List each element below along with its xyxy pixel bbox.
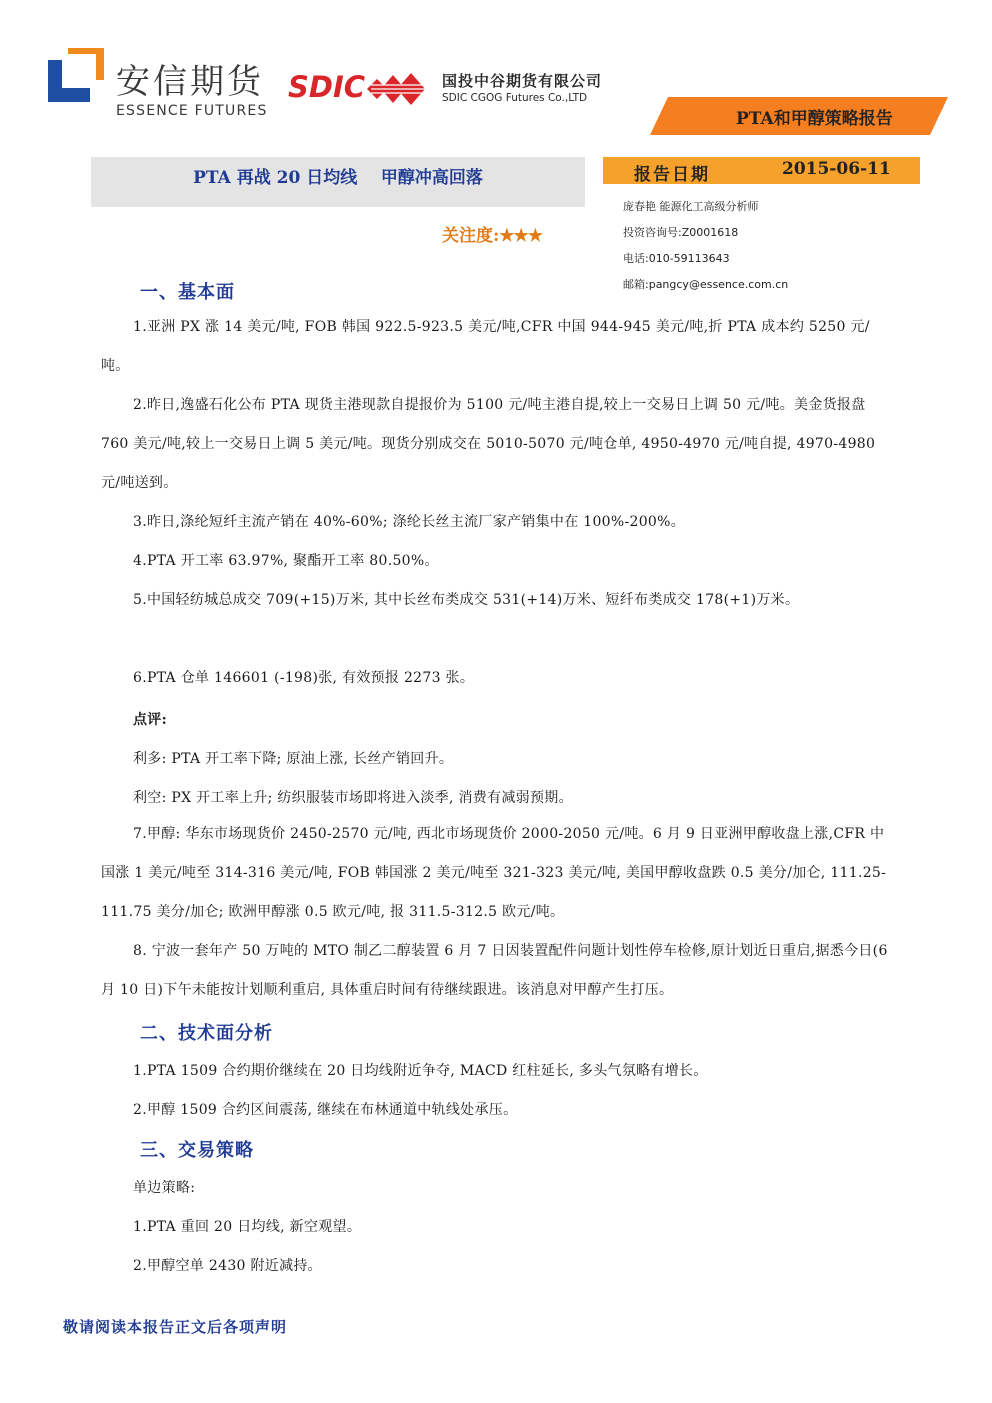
comment-bearish: 利空: PX 开工率上升; 纺织服装市场即将进入淡季, 消费有减弱预期。 — [133, 790, 573, 806]
report-type-label: PTA和甲醇策略报告 — [736, 109, 893, 129]
star-rating-icon: ★★★ — [499, 226, 543, 246]
fundamentals-item-2: 2.昨日,逸盛石化公布 PTA 现货主港现款自提报价为 5100 元/吨主港自提,较上一交易日上调 50 元/吨。美金货报盘 760 美元/吨,较上一交易日上调 5 美元/吨。现货分别成交在 5010-5070 元/吨仓单, 4950-4970 元/吨自提, 4970-4980 元/吨送到。 — [101, 397, 876, 491]
fundamentals-item-7: 7.甲醇: 华东市场现货价 2450-2570 元/吨, 西北市场现货价 2000-2050 元/吨。6 月 9 日亚洲甲醇收盘上涨,CFR 中国涨 1 美元/吨至 314-316 美元/吨, FOB 韩国涨 2 美元/吨至 321-323 美元/吨, 美国甲醇收盘跌 0.5 美分/加仑, 111.25-111.75 美分/加仑; 欧洲甲醇涨 0.5 欧元/吨, 报 311.5-312.5 欧元/吨。 — [101, 826, 887, 920]
fundamentals-item-6: 6.PTA 仓单 146601 (-198)张, 有效预报 2273 张。 — [133, 670, 475, 686]
analyst-name: 庞春艳 能源化工高级分析师 — [623, 200, 759, 213]
essence-logo-cn: 安信期货 — [116, 62, 264, 102]
essence-logo-icon — [48, 48, 104, 102]
fundamentals-item-3: 3.昨日,涤纶短纤主流产销在 40%-60%; 涤纶长丝主流厂家产销集中在 100%-200%。 — [133, 514, 686, 530]
report-title: PTA 再战 20 日均线 甲醇冲高回落 — [193, 168, 483, 188]
strategy-subheading: 单边策略: — [133, 1180, 196, 1196]
strategy-item-2: 2.甲醇空单 2430 附近减持。 — [133, 1258, 322, 1274]
attention-rating — [442, 221, 542, 246]
report-date-value: 2015-06-11 — [782, 159, 891, 179]
technical-item-1: 1.PTA 1509 合约期价继续在 20 日均线附近争夺, MACD 红柱延长, 多头气氛略有增长。 — [133, 1063, 708, 1079]
sdic-diamond-icon — [367, 71, 427, 107]
technical-item-2: 2.甲醇 1509 合约区间震荡, 继续在布林通道中轨线处承压。 — [133, 1102, 518, 1118]
section-heading-fundamentals: 一、基本面 — [140, 282, 235, 303]
strategy-item-1: 1.PTA 重回 20 日均线, 新空观望。 — [133, 1219, 362, 1235]
section-heading-strategy: 三、交易策略 — [140, 1140, 254, 1161]
analyst-email[interactable]: 邮箱:pangcy@essence.com.cn — [623, 278, 789, 291]
report-date-label: 报告日期 — [634, 165, 710, 185]
fundamentals-item-4: 4.PTA 开工率 63.97%, 聚酯开工率 80.50%。 — [133, 553, 439, 569]
fundamentals-item-8: 8. 宁波一套年产 50 万吨的 MTO 制乙二醇装置 6 月 7 日因装置配件问题计划性停车检修,原计划近日重启,据悉今日(6 月 10 日)下午未能按计划顺利重启, 具体重启时间有待继续跟进。该消息对甲醇产生打压。 — [101, 943, 888, 998]
analyst-phone: 电话:010-59113643 — [623, 252, 730, 265]
fundamentals-item-1: 1.亚洲 PX 涨 14 美元/吨, FOB 韩国 922.5-923.5 美元/吨,CFR 中国 944-945 美元/吨,折 PTA 成本约 5250 元/吨。 — [101, 319, 870, 374]
attention-label: 关注度: — [442, 226, 500, 246]
section-heading-technical: 二、技术面分析 — [140, 1023, 273, 1044]
analyst-license: 投资咨询号:Z0001618 — [623, 226, 739, 239]
sdic-company-en: SDIC CGOG Futures Co.,LTD — [442, 92, 588, 104]
disclaimer-notice: 敬请阅读本报告正文后各项声明 — [63, 1318, 288, 1336]
comment-bullish: 利多: PTA 开工率下降; 原油上涨, 长丝产销回升。 — [133, 751, 454, 767]
sdic-company-cn: 国投中谷期货有限公司 — [442, 72, 603, 90]
essence-logo-en: ESSENCE FUTURES — [116, 103, 268, 119]
sdic-logo-text: SDIC — [288, 70, 366, 104]
comment-label: 点评: — [133, 712, 168, 728]
fundamentals-item-5: 5.中国轻纺城总成交 709(+15)万米, 其中长丝布类成交 531(+14)万米、短纤布类成交 178(+1)万米。 — [133, 592, 800, 608]
